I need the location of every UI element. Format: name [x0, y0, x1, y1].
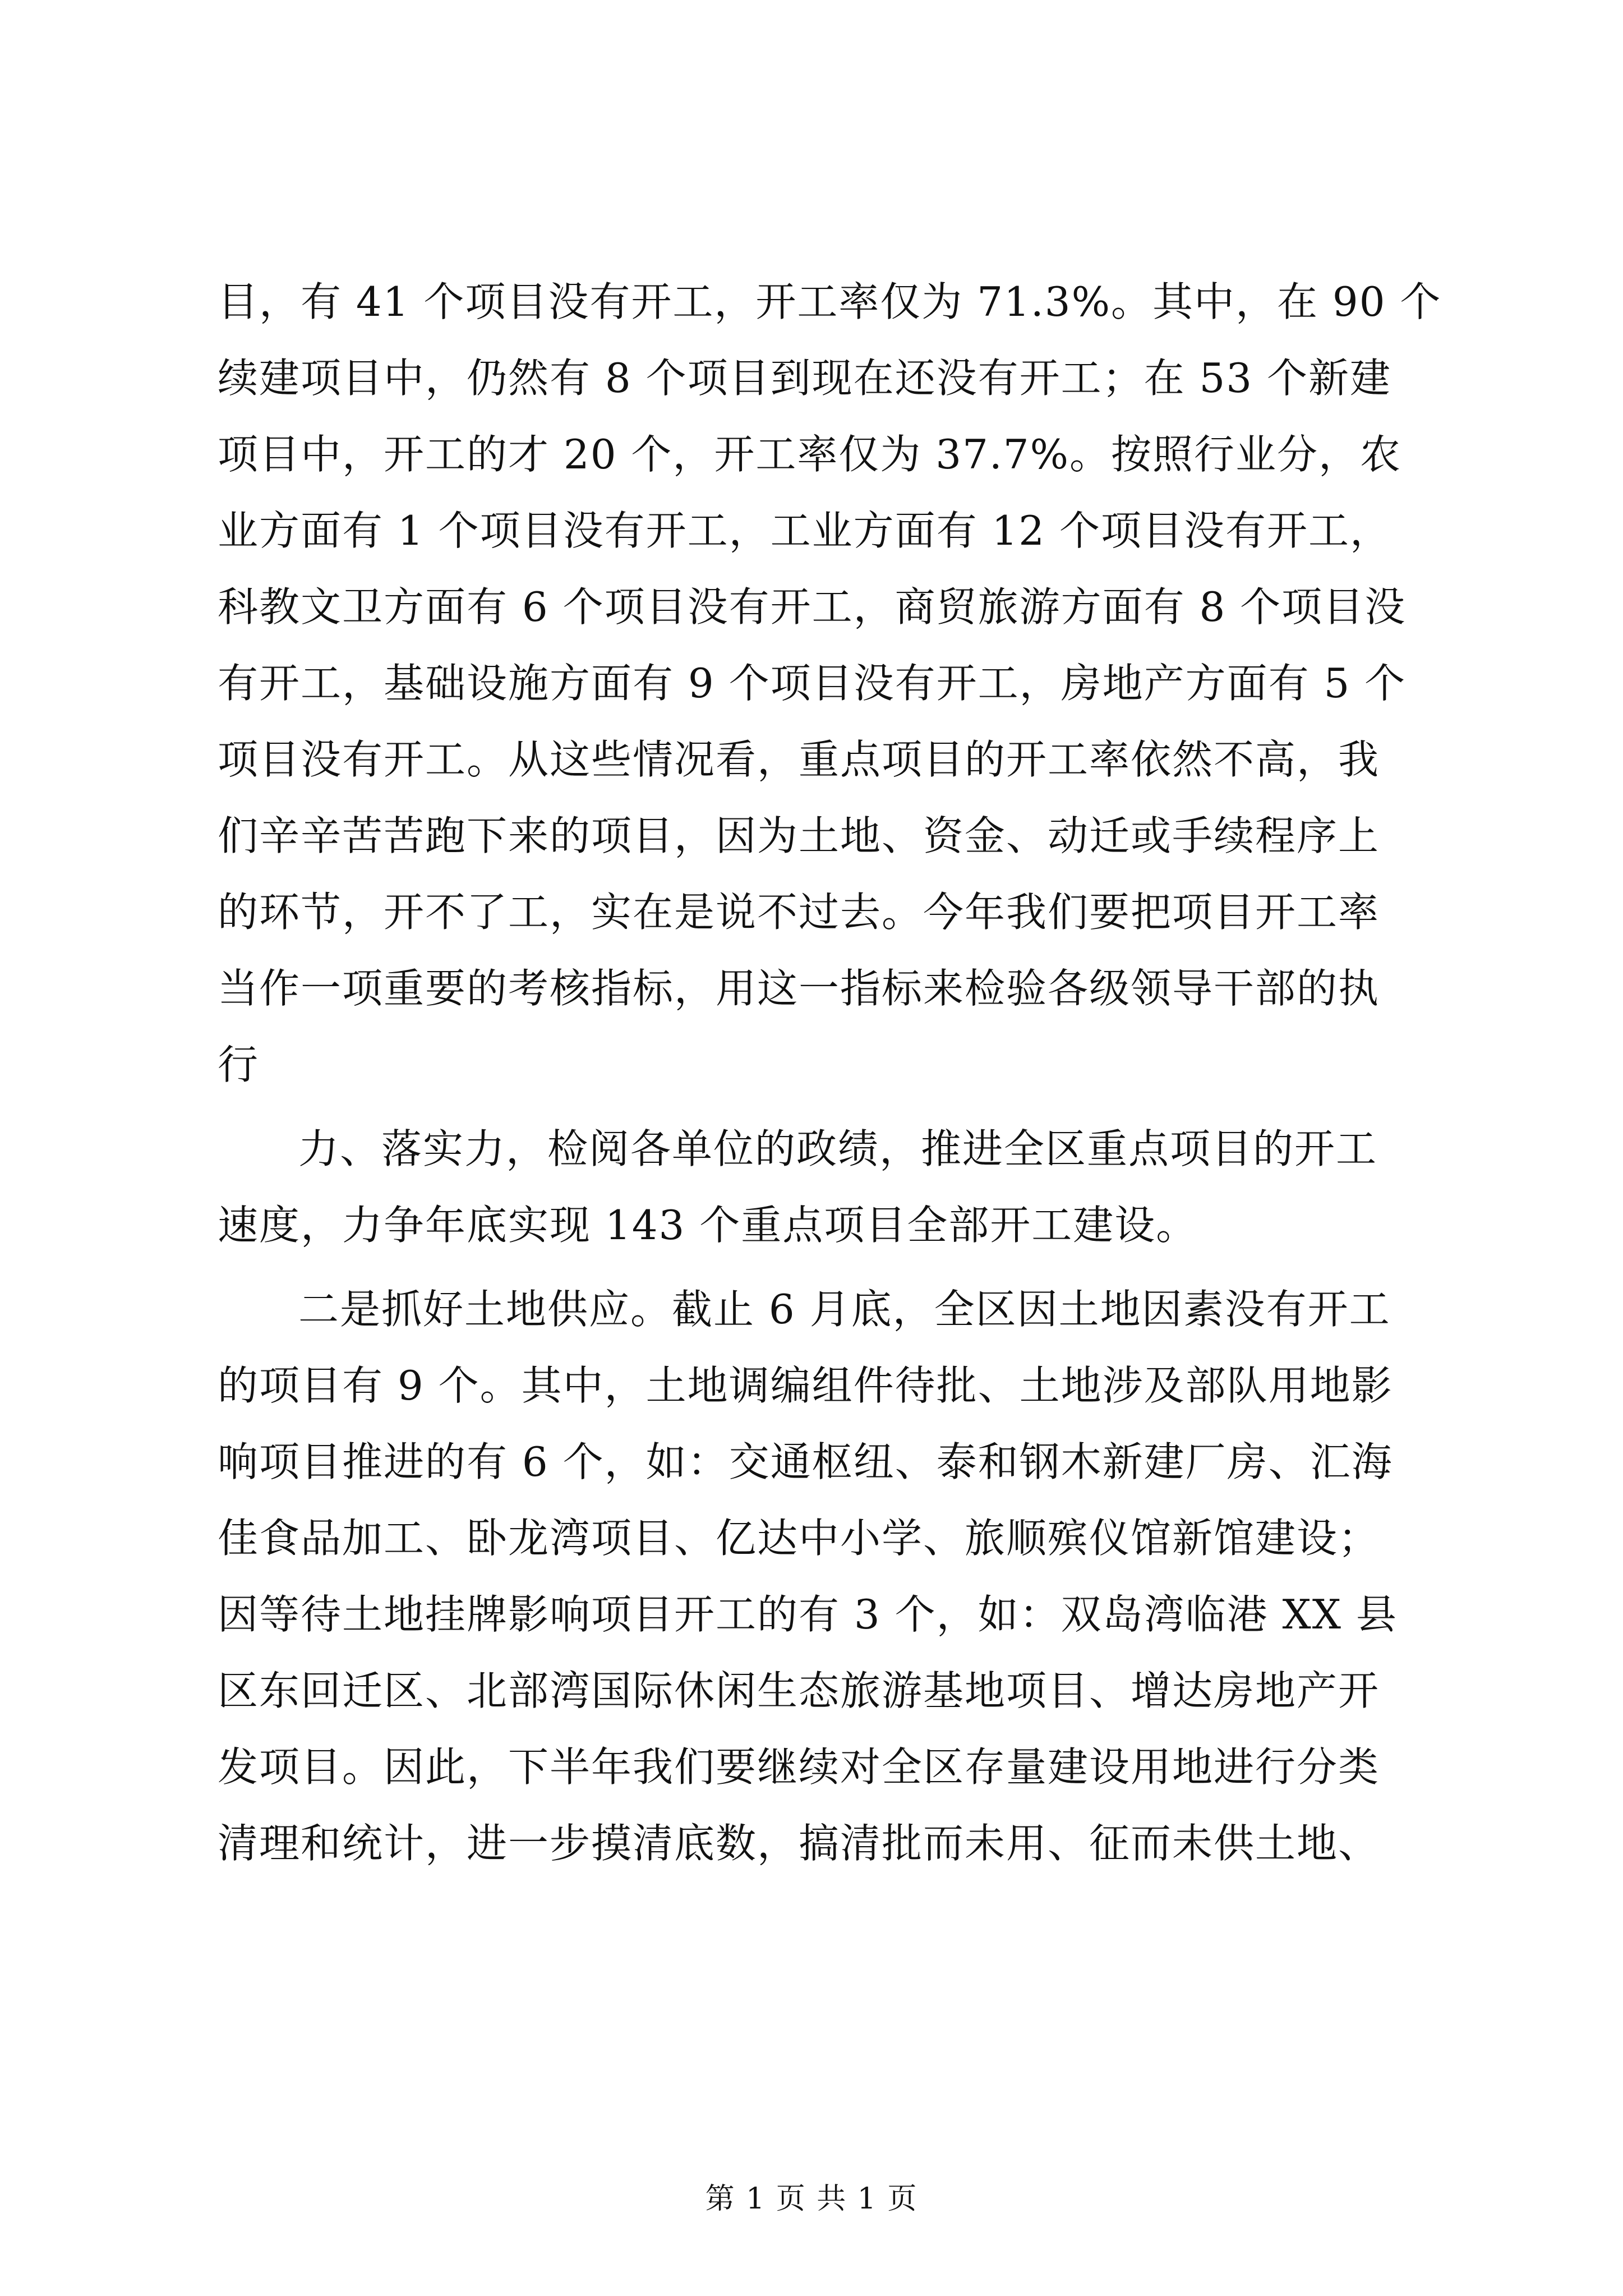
text-line: 发项目。因此，下半年我们要继续对全区存量建设用地进行分类: [218, 1743, 1380, 1791]
paragraph-first-line: 力、落实力，检阅各单位的政绩，推进全区重点项目的开工: [298, 1125, 1378, 1172]
text-line: 行: [218, 1041, 260, 1088]
text-line: 的环节，开不了工，实在是说不过去。今年我们要把项目开工率: [218, 889, 1380, 936]
page-footer: 第 1 页 共 1 页: [705, 2182, 918, 2216]
text-line: 响项目推进的有 6 个，如：交通枢纽、泰和钢木新建厂房、汇海: [218, 1438, 1393, 1485]
text-line: 业方面有 1 个项目没有开工，工业方面有 12 个项目没有开工，: [218, 507, 1391, 554]
text-line: 因等待土地挂牌影响项目开工的有 3 个，如：双岛湾临港 XX 县: [218, 1591, 1398, 1638]
text-line: 当作一项重要的考核指标，用这一指标来检验各级领导干部的执: [218, 965, 1380, 1012]
document-body: [218, 264, 1442, 1881]
text-line: 区东回迁区、北部湾国际休闲生态旅游基地项目、增达房地产开: [218, 1667, 1380, 1714]
text-line: 续建项目中，仍然有 8 个项目到现在还没有开工；在 53 个新建: [218, 355, 1391, 402]
text-line: 们辛辛苦苦跑下来的项目，因为土地、资金、动迁或手续程序上: [218, 812, 1380, 859]
text-line: 科教文卫方面有 6 个项目没有开工，商贸旅游方面有 8 个项目没: [218, 583, 1407, 631]
text-line: 清理和统计，进一步摸清底数，搞清批而未用、征而未供土地、: [218, 1820, 1380, 1867]
text-line: 项目中，开工的才 20 个，开工率仅为 37.7%。按照行业分，农: [218, 431, 1402, 478]
text-line: 目，有 41 个项目没有开工，开工率仅为 71.3%。其中，在 90 个: [218, 278, 1442, 325]
text-line: 速度，力争年底实现 143 个重点项目全部开工建设。: [218, 1202, 1198, 1249]
paragraph-first-line: 二是抓好土地供应。截止 6 月底，全区因土地因素没有开工: [298, 1286, 1391, 1333]
text-line: 项目没有开工。从这些情况看，重点项目的开工率依然不高，我: [218, 736, 1380, 783]
text-line: 的项目有 9 个。其中，土地调编组件待批、土地涉及部队用地影: [218, 1362, 1393, 1409]
text-line: 佳食品加工、卧龙湾项目、亿达中小学、旅顺殡仪馆新馆建设；: [218, 1515, 1380, 1562]
text-line: 有开工，基础设施方面有 9 个项目没有开工，房地产方面有 5 个: [218, 660, 1407, 707]
